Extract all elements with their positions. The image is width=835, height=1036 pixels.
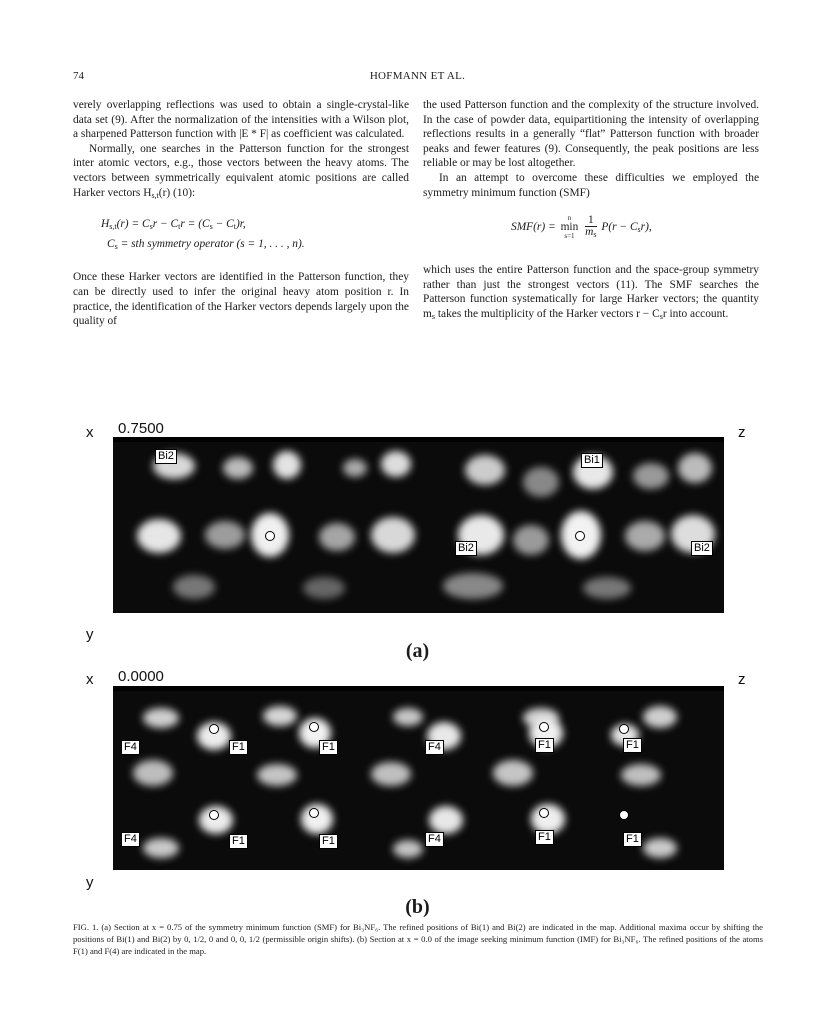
atom-label-f4: F4 <box>121 740 140 755</box>
panel-b-y-axis-label: y <box>86 874 94 891</box>
f1-position-marker <box>309 808 319 818</box>
atom-label-f1: F1 <box>623 832 642 847</box>
harker-equation: $H_{s,t}(r) = C_sr - C_tr = (C_s - C_t)r$, <box>101 218 246 232</box>
f1-position-marker <box>619 724 629 734</box>
left-paragraph-1: verely overlapping reflections was used to obtain a single-crystal-like data set (9). After the normalization of the intensities with a Wilson plot, a sharpened Patterson function with |E * F| as coefficient was calculated. <box>73 99 409 141</box>
panel-b-label: (b) <box>405 896 430 918</box>
right-column <box>423 98 759 325</box>
panel-b-section-value: 0.0000 <box>118 668 164 685</box>
running-head: HOFMANN ET AL. <box>369 70 466 82</box>
panel-b-z-axis-label: z <box>738 671 746 688</box>
atom-label-f4: F4 <box>121 832 140 847</box>
atom-label-bi2: Bi2 <box>691 541 713 556</box>
atom-label-bi2: Bi2 <box>155 449 177 464</box>
right-paragraph-3: which uses the entire Patterson function and the space-group symmetry rather than just the strongest vectors (11). The SMF searches the Patterson function systematically for large Harker vectors; the quantity $m_s$ takes the multiplicity of the Harker vectors $r - C_sr$ into account. <box>423 264 759 321</box>
left-paragraph-2: Normally, one searches in the Patterson function for the strongest inter atomic vectors, e.g., those vectors between the heavy atoms. The vectors between symmetrically equivalent atomic positions are called Harker vectors $H_{s,t}(r)$ (10): <box>73 142 409 200</box>
f1-position-marker <box>539 722 549 732</box>
f1-position-marker <box>619 810 629 820</box>
right-paragraph-1: the used Patterson function and the complexity of the structure involved. In the case of powder data, equipartitioning the intensity of overlapping reflections results in a generally “flat” Patterson function with broader peaks and fewer features (9). Consequently, the peak positions are less reliable or may be lost altogether. <box>423 99 759 170</box>
atom-label-f1: F1 <box>319 834 338 849</box>
atom-label-f1: F1 <box>229 740 248 755</box>
panel-a-z-axis-label: z <box>738 424 746 441</box>
map-top-border <box>113 686 724 691</box>
bi-position-marker <box>575 531 585 541</box>
f1-position-marker <box>209 724 219 734</box>
figure-caption: FIG. 1. (a) Section at x = 0.75 of the symmetry minimum function (SMF) for Bi₃NF₆. The refined positions of Bi(1) and Bi(2) are indicated in the map. Additional maxima occur by shifting the positions of Bi(1) and Bi(2) by 0, 1/2, 0 and 0, 0, 1/2 (permissible origin shifts). (b) Section at x = 0.0 of the image seeking minimum function (IMF) for Bi₃NF₆. The refined positions of the atoms F(1) and F(4) are indicated in the map. <box>73 922 763 956</box>
panel-a-label: (a) <box>405 640 430 662</box>
smf-equation: SMF(r) = n min s=1 $\frac{1}{m_s}$ $P(r - C_sr)$, <box>511 214 652 241</box>
page-number: 74 <box>73 70 84 82</box>
atom-label-f1: F1 <box>535 738 554 753</box>
f1-position-marker <box>209 810 219 820</box>
right-paragraph-2: In an attempt to overcome these difficulties we employed the symmetry minimum function (SMF) <box>423 171 759 199</box>
bi-position-marker <box>265 531 275 541</box>
atom-label-bi2: Bi2 <box>455 541 477 556</box>
panel-b-x-axis-label: x <box>86 671 94 688</box>
symmetry-operator-definition: $C_s$ = sth symmetry operator (s = 1, . . . , n). <box>107 237 305 251</box>
atom-label-f1: F1 <box>229 834 248 849</box>
left-paragraph-3: Once these Harker vectors are identified in the Patterson function, they can be directly used to infer the original heavy atom position r. In practice, the identification of the Harker vectors depends largely upon the quality of <box>73 271 409 328</box>
f1-position-marker <box>309 722 319 732</box>
panel-a-y-axis-label: y <box>86 626 94 643</box>
panel-a-x-axis-label: x <box>86 424 94 441</box>
map-top-border <box>113 437 724 442</box>
atom-label-f4: F4 <box>425 740 444 755</box>
atom-label-f4: F4 <box>425 832 444 847</box>
atom-label-f1: F1 <box>319 740 338 755</box>
panel-a-section-value: 0.7500 <box>118 420 164 437</box>
f1-position-marker <box>539 808 549 818</box>
smf-section-map <box>113 437 724 613</box>
atom-label-bi1: Bi1 <box>581 453 603 468</box>
atom-label-f1: F1 <box>535 830 554 845</box>
left-column <box>73 98 409 329</box>
atom-label-f1: F1 <box>623 738 642 753</box>
imf-section-map <box>113 686 724 870</box>
